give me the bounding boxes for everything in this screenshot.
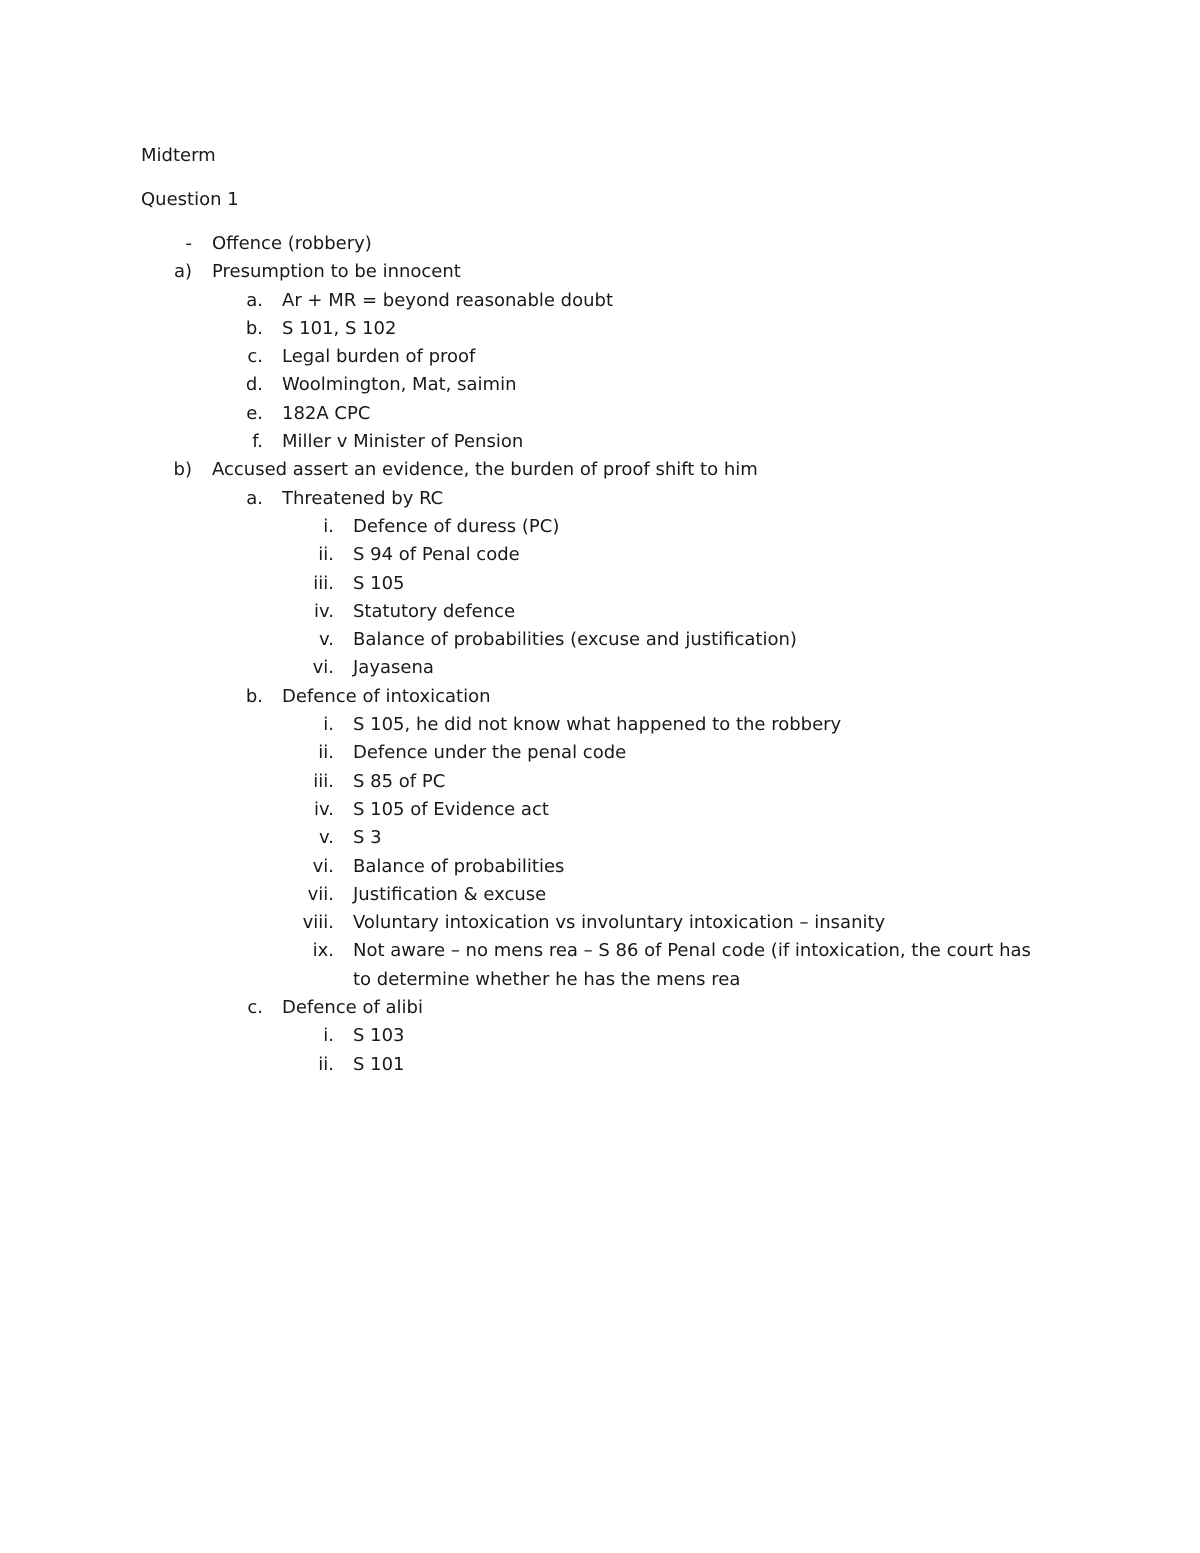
list-item-text: Legal burden of proof (282, 346, 476, 368)
list-item (0, 287, 1200, 315)
list-item-text: Balance of probabilities (excuse and justification) (353, 629, 797, 651)
list-item-text: Jayasena (353, 657, 434, 679)
list-item (0, 909, 1200, 937)
list-item (0, 881, 1200, 909)
list-item (0, 853, 1200, 881)
list-item (0, 428, 1200, 456)
list-item-text: Justification & excuse (353, 883, 547, 905)
list-marker: a. (246, 289, 263, 311)
list-item-text: Accused assert an evidence, the burden of proof shift to him (212, 459, 758, 481)
list-item-text: S 105, he did not know what happened to the robbery (353, 714, 842, 736)
list-marker: d. (245, 374, 263, 396)
list-item (0, 739, 1200, 767)
list-item (0, 230, 1200, 258)
list-item-text: S 85 of PC (353, 770, 446, 792)
list-marker: b) (173, 459, 192, 481)
list-item-text: S 3 (353, 827, 382, 849)
list-marker: vi. (312, 855, 334, 877)
list-item-text: Offence (robbery) (212, 233, 372, 254)
list-item (0, 654, 1200, 682)
list-item-text: Miller v Minister of Pension (282, 431, 524, 453)
list-item-text: Statutory defence (353, 600, 516, 622)
list-marker: c. (247, 997, 263, 1019)
list-marker: i. (323, 714, 334, 736)
document-title: Midterm (141, 145, 216, 166)
list-item-text: S 94 of Penal code (353, 544, 520, 566)
list-marker: vi. (312, 657, 334, 679)
list-item-text: Balance of probabilities (353, 855, 565, 877)
list-marker: iv. (314, 798, 334, 820)
list-item-text: S 103 (353, 1025, 405, 1047)
list-item (0, 994, 1200, 1022)
list-item (0, 371, 1200, 399)
question-heading: Question 1 (141, 189, 239, 210)
list-item-text: Not aware – no mens rea – S 86 of Penal code (if intoxication, the court has to determine whether he has the mens rea (353, 940, 1031, 990)
list-item (0, 456, 1200, 484)
list-item (0, 768, 1200, 796)
list-marker: iii. (313, 770, 334, 792)
list-item (0, 485, 1200, 513)
list-marker: v. (319, 827, 334, 849)
list-item (0, 570, 1200, 598)
list-item-text: S 101, S 102 (282, 317, 397, 339)
list-item-text: Threatened by RC (282, 487, 444, 509)
list-item (0, 315, 1200, 343)
list-item (0, 1022, 1200, 1050)
list-item-text: Defence of intoxication (282, 685, 491, 707)
list-item-text: Defence under the penal code (353, 742, 627, 764)
outline-list (0, 230, 1200, 1079)
list-marker: iv. (314, 600, 334, 622)
list-item (0, 541, 1200, 569)
list-marker: a) (173, 261, 192, 283)
list-item (0, 711, 1200, 739)
list-item-text: S 105 (353, 572, 405, 594)
list-item-text: Woolmington, Mat, saimin (282, 374, 517, 396)
list-marker: c. (247, 346, 263, 368)
list-marker: b. (245, 685, 263, 707)
list-marker: e. (246, 402, 263, 424)
list-marker: f. (252, 431, 263, 453)
list-item (0, 626, 1200, 654)
list-marker: ii. (318, 544, 334, 566)
list-item-text: Defence of alibi (282, 997, 423, 1019)
list-marker: ii. (318, 1053, 334, 1075)
list-item (0, 937, 1200, 994)
list-item-text: Voluntary intoxication vs involuntary intoxication – insanity (353, 912, 886, 934)
list-item (0, 683, 1200, 711)
list-item-text: 182A CPC (282, 402, 371, 424)
list-marker: viii. (302, 912, 334, 934)
list-item-text: Defence of duress (PC) (353, 515, 560, 537)
list-marker: - (185, 233, 192, 254)
list-marker: i. (323, 515, 334, 537)
list-item (0, 400, 1200, 428)
list-item-text: S 101 (353, 1053, 405, 1075)
list-marker: ii. (318, 742, 334, 764)
list-item (0, 598, 1200, 626)
list-marker: v. (319, 629, 334, 651)
list-item (0, 824, 1200, 852)
list-item (0, 513, 1200, 541)
list-item-text: Ar + MR = beyond reasonable doubt (282, 289, 614, 311)
list-item-text: S 105 of Evidence act (353, 798, 549, 820)
list-item (0, 258, 1200, 286)
list-marker: i. (323, 1025, 334, 1047)
list-item (0, 796, 1200, 824)
list-marker: iii. (313, 572, 334, 594)
list-marker: b. (245, 317, 263, 339)
list-marker: a. (246, 487, 263, 509)
list-item-text: Presumption to be innocent (212, 261, 461, 283)
list-marker: vii. (307, 883, 334, 905)
list-item (0, 343, 1200, 371)
list-marker: ix. (312, 940, 334, 962)
list-item (0, 1051, 1200, 1079)
